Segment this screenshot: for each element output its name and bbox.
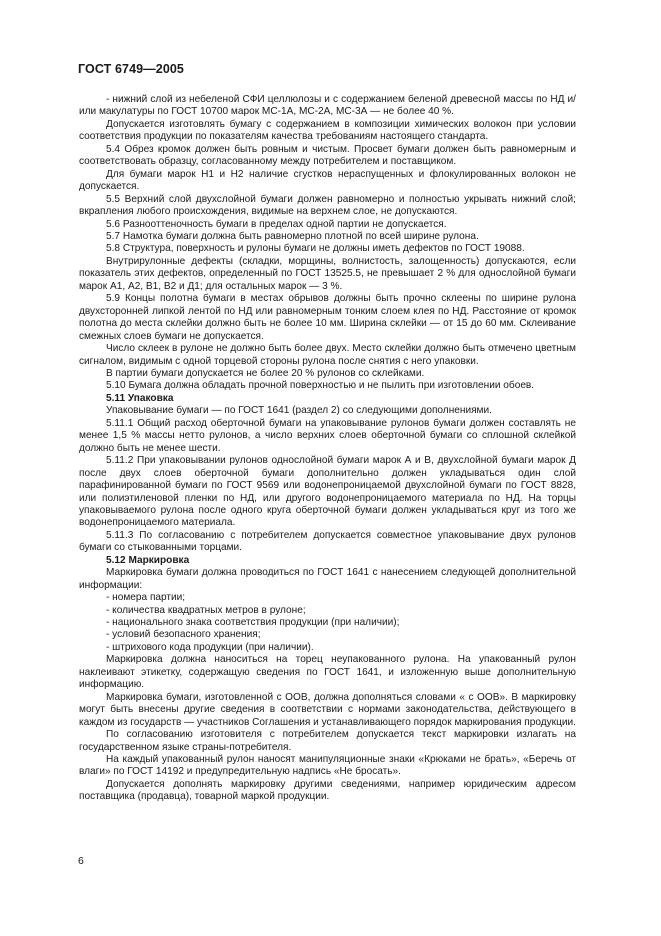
paragraph: Для бумаги марок Н1 и Н2 наличие сгустков нераспущенных и флокулированных волокон не допускается. <box>79 168 576 193</box>
paragraph: 5.6 Разнооттеночность бумаги в пределах одной партии не допускается. <box>106 218 447 230</box>
paragraph: 5.11.3 По согласованию с потребителем допускается совместное упаковывание двух рулонов бумаги со стыкованными торцами. <box>79 529 576 554</box>
paragraph: Внутрирулонные дефекты (складки, морщины, волнистость, залощенность) допускаются, если показатель этих дефектов, определенный по ГОСТ 13525.5, не превышает 2 % для однослойной бумаги марок А1, А2, В1, В2 и Д1; для остальных марок — 3 %. <box>79 255 576 292</box>
list-item: - условий безопасного хранения; <box>106 629 261 641</box>
paragraph: - нижний слой из небеленой СФИ целлюлозы и с содержанием беленой древесной массы по НД и/или макулатуры по ГОСТ 10700 марок МС-1А, МС-2А, МС-3А — не более 40 %. <box>79 94 576 118</box>
paragraph: 5.11.2 При упаковывании рулонов однослойной бумаги марок А и В, двухслойной бумаги марок Д после двух слоев оберточной бумаги дополнительно должен укладываться один слой парафинированной бумаги по ГОСТ 9569 или водонепроницаемой двухслойной бумаги по ГОСТ 8828, или полиэтиленовой пленки по НД, или другого водонепроницаемого материала по НД. На торцы упаковываемого рулона после одного круга оберточной бумаги должен укладываться круг из того же водонепроницаемого материала. <box>79 455 576 529</box>
paragraph: 5.8 Структура, поверхность и рулоны бумаги не должны иметь дефектов по ГОСТ 19088. <box>106 243 525 255</box>
paragraph: 5.7 Намотка бумаги должна быть равномерно плотной по всей ширине рулона. <box>106 230 479 242</box>
paragraph: По согласованию изготовителя с потребителем допускается текст маркировки излагать на государственном языке страны-потребителя. <box>79 729 576 753</box>
list-item: - количества квадратных метров в рулоне; <box>106 604 306 616</box>
paragraph: 5.10 Бумага должна обладать прочной поверхностью и не пылить при изготовлении обоев. <box>106 380 535 392</box>
paragraph: Число склеек в рулоне не должно быть более двух. Место склейки должно быть отмечено цветным сигналом, видимым с одной торцевой стороны рулона после снятия с него упаковки. <box>79 343 576 367</box>
page-number: 6 <box>78 855 84 867</box>
paragraph: Маркировка должна наноситься на торец неупакованного рулона. На упакованный рулон наклеивают этикетку, содержащую сведения по ГОСТ 1641, и изложенную выше дополнительную информацию. <box>79 654 576 691</box>
section-heading: 5.12 Маркировка <box>106 554 190 566</box>
paragraph: В партии бумаги допускается не более 20 % рулонов со склейками. <box>106 367 425 379</box>
document-body <box>79 94 576 804</box>
list-item: - номера партии; <box>106 592 186 604</box>
paragraph: 5.11.1 Общий расход оберточной бумаги на упаковывание рулонов бумаги должен составлять не менее 1,5 % массы нетто рулонов, а число верхних слоев оберточной бумаги со сплошной склейкой должно быть не менее шести. <box>79 417 576 454</box>
section-heading: 5.11 Упаковка <box>106 392 174 404</box>
paragraph: Допускается изготовлять бумагу с содержанием в композиции химических волокон при условии соответствия продукции по показателям качества требованиям настоящего стандарта. <box>79 118 576 143</box>
paragraph: Допускается дополнять маркировку другими сведениями, например юридическим адресом поставщика (продавца), товарной маркой продукции. <box>79 778 576 803</box>
paragraph: Маркировка бумаги должна проводиться по ГОСТ 1641 с нанесением следующей дополнительной информации: <box>79 567 576 591</box>
paragraph: На каждый упакованный рулон наносят манипуляционные знаки «Крюками не брать», «Беречь от влаги» по ГОСТ 14192 и предупредительную надпись «Не бросать». <box>79 754 576 778</box>
paragraph: Упаковывание бумаги — по ГОСТ 1641 (раздел 2) со следующими дополнениями. <box>106 405 492 417</box>
list-item: - национального знака соответствия продукции (при наличии); <box>106 617 400 629</box>
paragraph: 5.9 Концы полотна бумаги в местах обрывов должны быть прочно склеены по ширине рулона двухсторонней липкой лентой по НД или равномерным тонким слоем клея по НД. Расстояние от кромок полотна до места склейки должно быть не более 10 мм. Ширина склейки — от 15 до 60 мм. Склеивание смежных слоев бумаги не допускается. <box>79 293 576 342</box>
paragraph: Маркировка бумаги, изготовленной с ООВ, должна дополняться словами « с ООВ». В маркировку могут быть внесены другие сведения в соответствии с нормами законодательства, действующего в каждом из государств — участников Соглашения и устанавливающего порядок маркирования продукции. <box>79 691 576 728</box>
paragraph: 5.4 Обрез кромок должен быть ровным и чистым. Просвет бумаги должен быть равномерным и соответствовать образцу, согласованному между потребителем и поставщиком. <box>79 143 576 168</box>
document-header: ГОСТ 6749—2005 <box>78 62 184 76</box>
list-item: - штрихового кода продукции (при наличии). <box>106 641 314 653</box>
paragraph: 5.5 Верхний слой двухслойной бумаги должен равномерно и полностью укрывать нижний слой; вкрапления любого происхождения, видимые на верхнем слое, не допускаются. <box>79 193 576 218</box>
